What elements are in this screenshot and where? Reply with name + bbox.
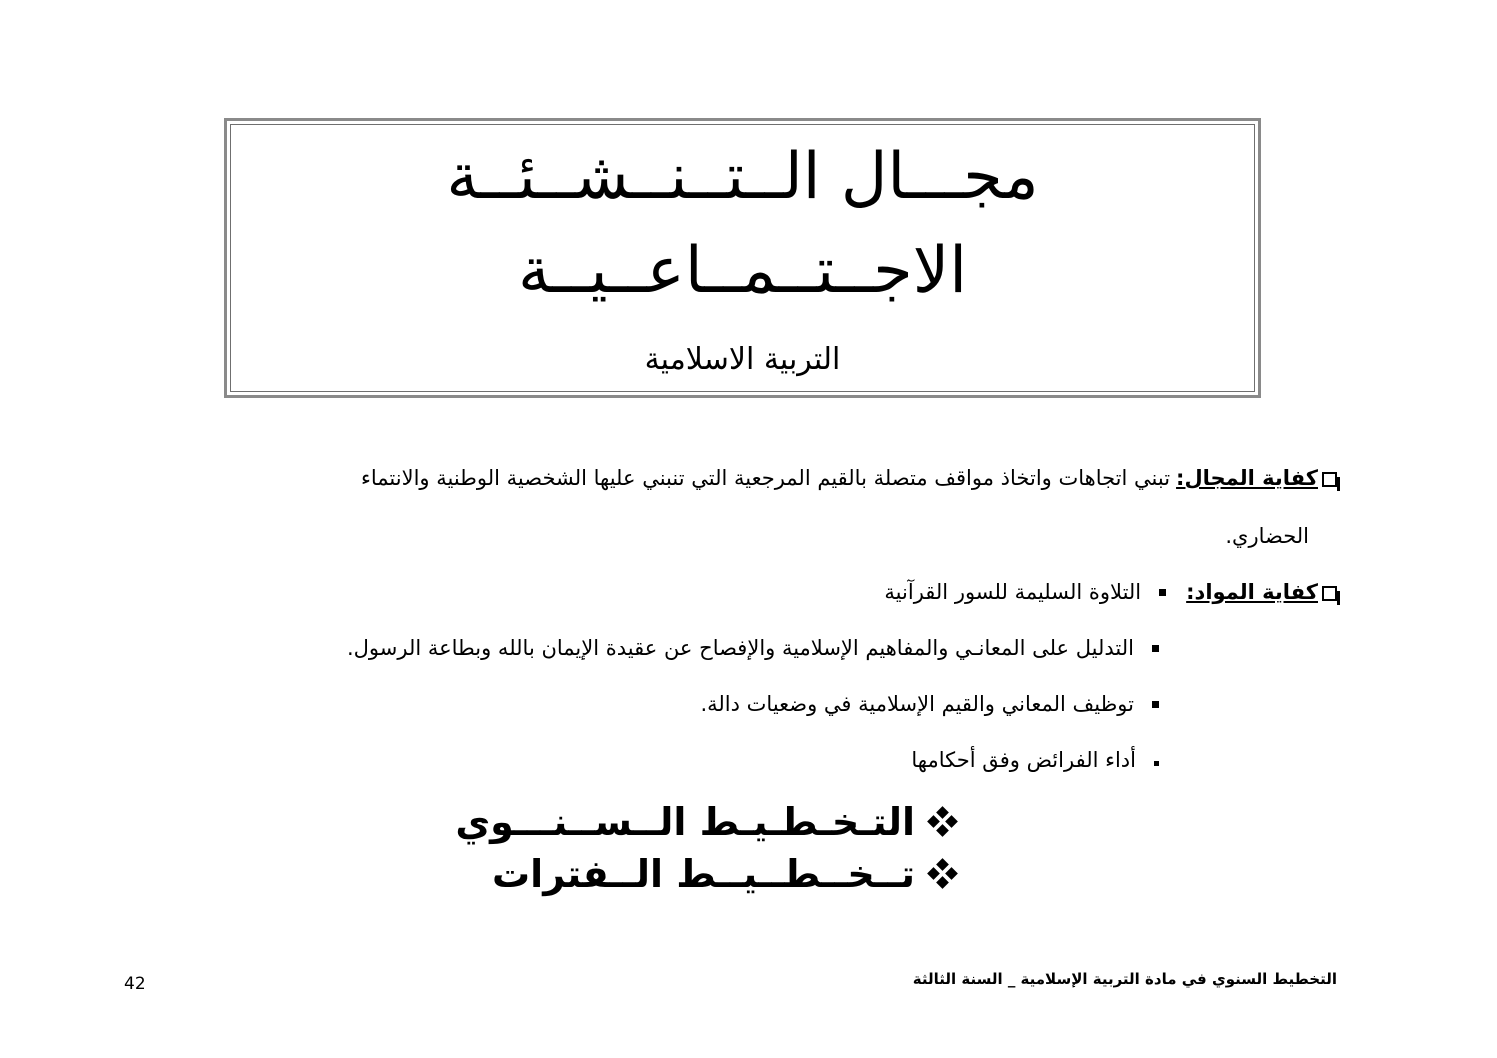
title-line-2: الاجــتــمــاعــيــة (518, 234, 967, 308)
list-item-row (347, 636, 1173, 660)
checkbox-square-icon (1322, 586, 1337, 601)
domain-competence-row-2 (1225, 524, 1309, 548)
heading-period-planning-text: تــخــطــيــط الــفترات (492, 852, 915, 896)
domain-competence-text: تبني اتجاهات واتخاذ مواقف متصلة بالقيم المرجعية التي تنبني عليها الشخصية الوطنية والانتماء (361, 466, 1171, 490)
bullet-icon (1152, 645, 1159, 652)
domain-competence-row (361, 466, 1337, 490)
bullet-icon (1154, 761, 1159, 766)
diamond-bullet-icon (929, 808, 957, 836)
materials-competence-label: كفاية المواد: (1186, 580, 1318, 604)
list-item: التلاوة السليمة للسور القرآنية (884, 580, 1142, 604)
list-item: التدليل على المعانـي والمفاهيم الإسلامية والإفصاح عن عقيدة الإيمان بالله وبطاعة الرسول. (346, 636, 1134, 660)
domain-competence-text-cont: الحضاري. (1225, 524, 1309, 548)
domain-competence-label: كفاية المجال: (1176, 466, 1318, 490)
page-number: 42 (124, 974, 146, 994)
heading-annual-planning-text: التـخـطـيـط الــســنـــوي (455, 800, 915, 844)
heading-period-planning (492, 852, 957, 896)
title-box (224, 118, 1261, 398)
diamond-bullet-icon (929, 860, 957, 888)
checkbox-square-icon (1322, 472, 1337, 487)
list-item-row (911, 748, 1173, 772)
title-line-1: مجـــال الــتــنــشــئــة (446, 140, 1039, 214)
list-item: توظيف المعاني والقيم الإسلامية في وضعيات دالة. (700, 692, 1134, 716)
bullet-icon (1159, 589, 1166, 596)
heading-annual-planning (455, 800, 957, 844)
list-item: أداء الفرائض وفق أحكامها (911, 748, 1136, 772)
bullet-icon (1152, 701, 1159, 708)
list-item-row (700, 692, 1173, 716)
subtitle: التربية الاسلامية (644, 342, 841, 377)
footer-title: التخطيط السنوي في مادة التربية الإسلامية _ السنة الثالثة (912, 970, 1337, 988)
materials-competence-row (884, 580, 1337, 604)
